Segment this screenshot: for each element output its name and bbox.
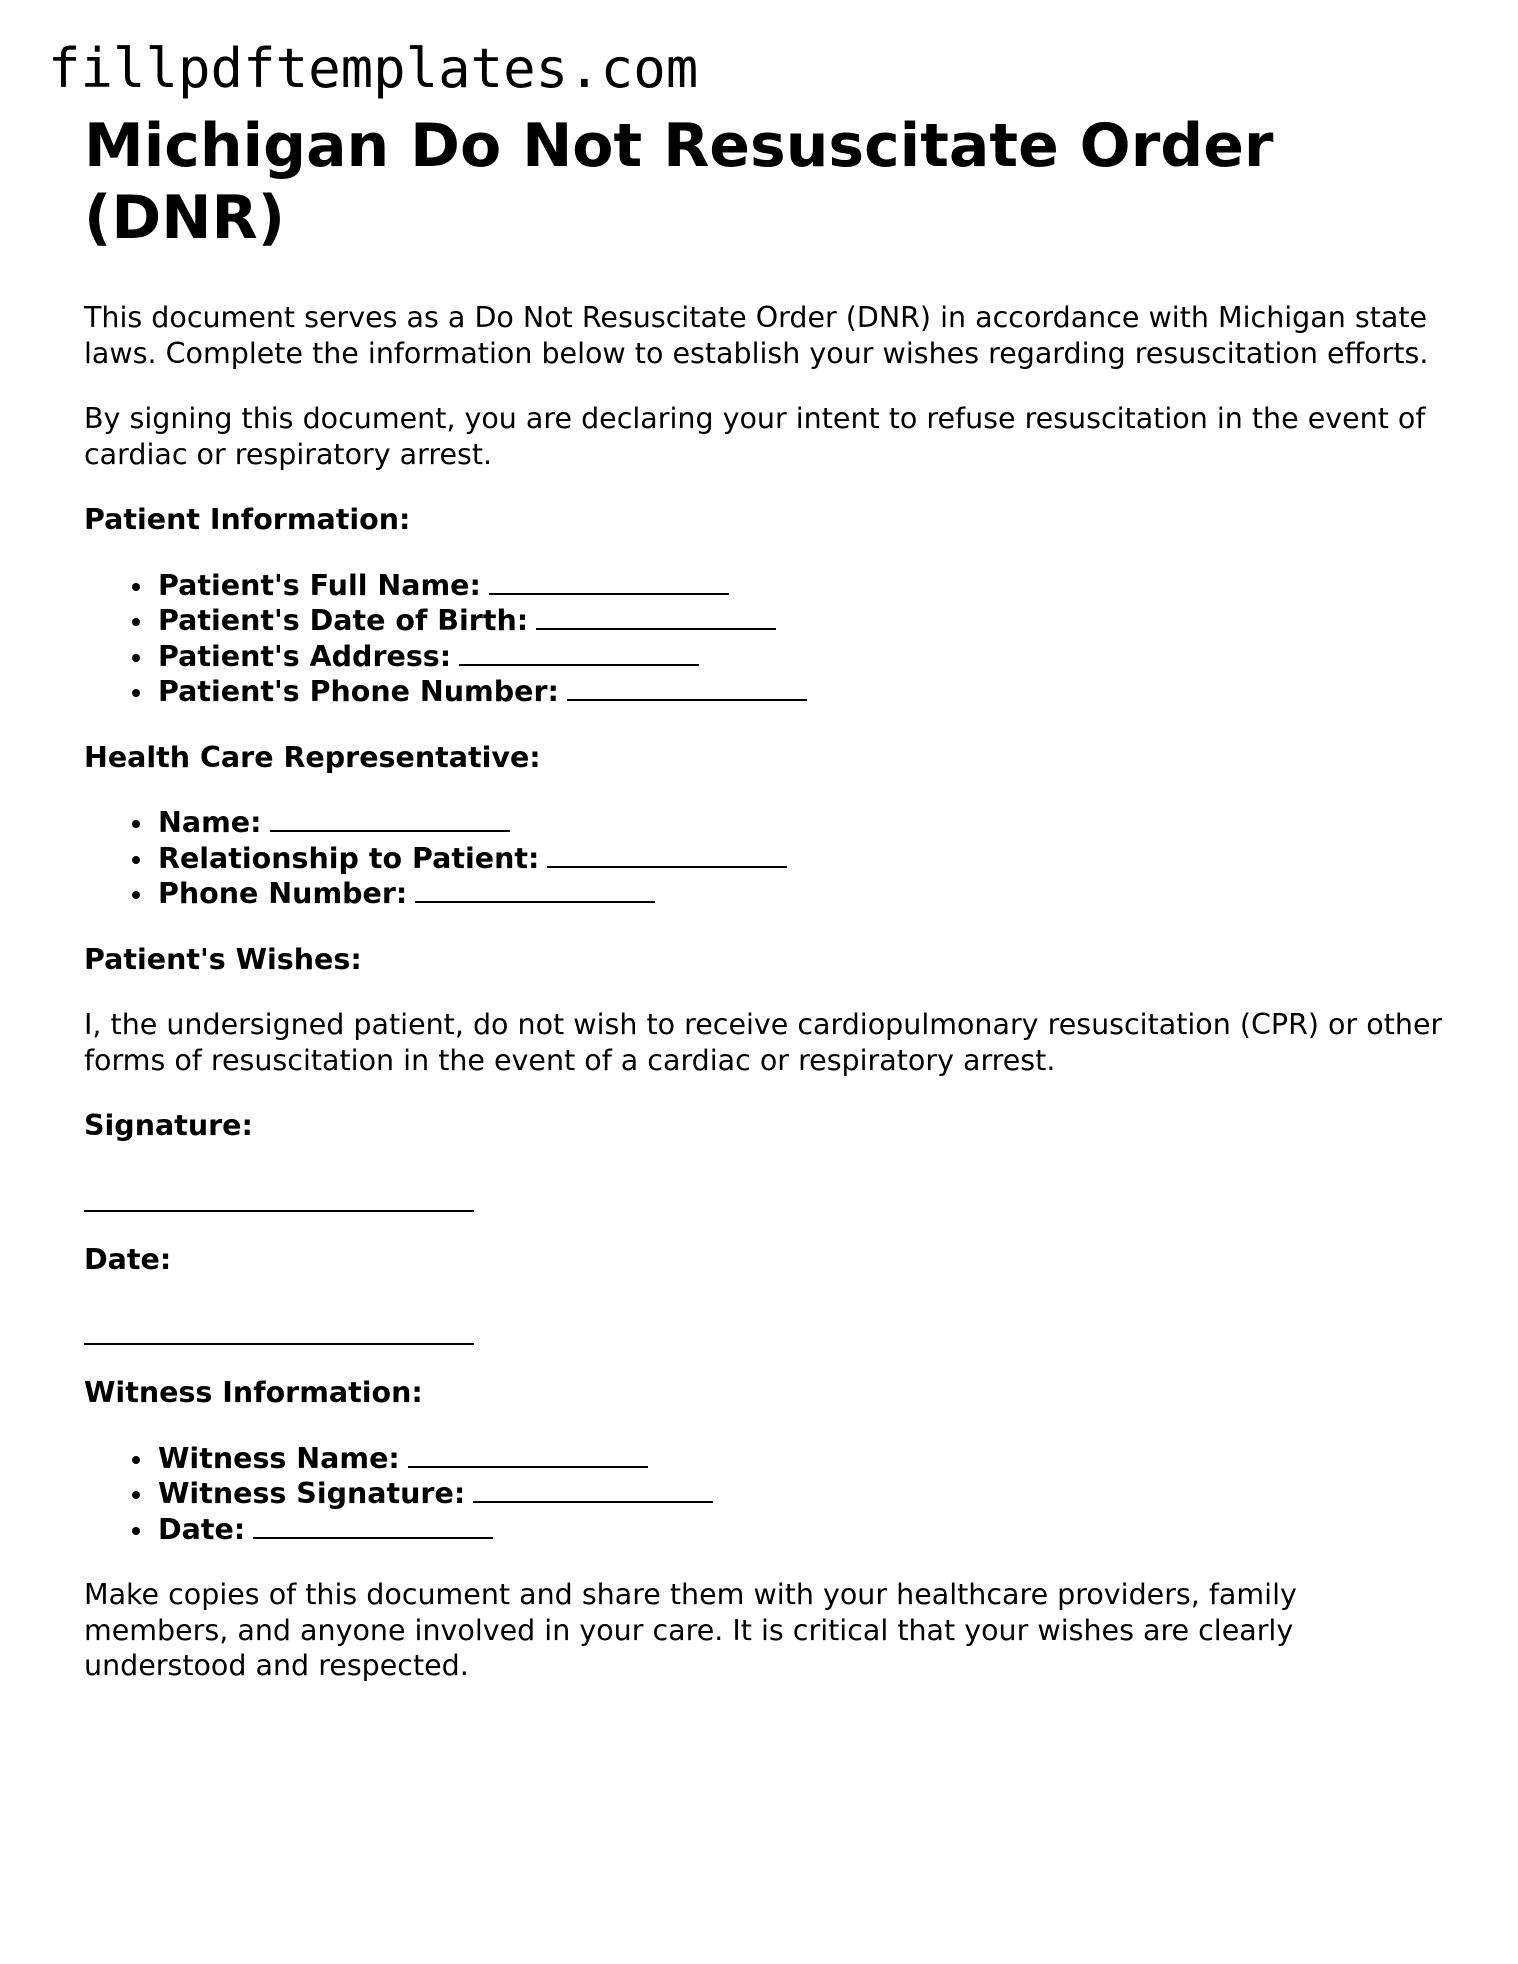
list-item	[158, 841, 1444, 877]
closing-paragraph: Make copies of this document and share them with your healthcare providers, family members, and anyone involved in your care. It is critical that your wishes are clearly understood and respected.	[84, 1578, 1297, 1682]
representative-list	[84, 805, 1444, 912]
field-label: Name:	[158, 806, 262, 839]
field-label: Relationship to Patient:	[158, 841, 540, 875]
page-title: Michigan Do Not Resuscitate Order (DNR)	[84, 111, 1274, 253]
representative-relationship-field[interactable]	[547, 841, 787, 868]
representative-name-field[interactable]	[270, 805, 510, 832]
section-heading-patient-info: Patient Information:	[84, 503, 411, 536]
date-field[interactable]	[84, 1343, 474, 1345]
witness-list	[84, 1441, 1444, 1548]
list-item	[158, 1441, 1444, 1477]
list-item	[158, 568, 1444, 604]
list-item	[158, 1512, 1444, 1548]
list-item	[158, 639, 1444, 675]
field-label: Patient's Address:	[158, 639, 452, 673]
list-item	[158, 876, 1444, 912]
witness-date-field[interactable]	[253, 1512, 493, 1539]
patient-dob-field[interactable]	[536, 603, 776, 630]
list-item	[158, 603, 1444, 639]
witness-name-field[interactable]	[408, 1441, 648, 1468]
section-heading-date: Date:	[84, 1242, 172, 1276]
patient-info-list	[84, 568, 1444, 710]
section-heading-wishes: Patient's Wishes:	[84, 942, 362, 976]
field-label: Date:	[158, 1512, 246, 1546]
list-item	[158, 674, 1444, 710]
intro-paragraph: By signing this document, you are declaring your intent to refuse resuscitation in the event of cardiac or respiratory arrest.	[84, 402, 1426, 471]
patient-phone-field[interactable]	[567, 674, 807, 701]
patient-full-name-field[interactable]	[489, 568, 729, 595]
list-item	[158, 1476, 1444, 1512]
field-label: Witness Name:	[158, 1441, 400, 1475]
field-label: Witness Signature:	[158, 1477, 466, 1510]
signature-field[interactable]	[84, 1210, 474, 1212]
witness-signature-field[interactable]	[473, 1476, 713, 1503]
section-heading-signature: Signature:	[84, 1109, 253, 1142]
section-heading-representative: Health Care Representative:	[84, 740, 541, 774]
intro-paragraph: This document serves as a Do Not Resuscitate Order (DNR) in accordance with Michigan state laws. Complete the information below to establish your wishes regarding resuscitation efforts.	[84, 301, 1429, 370]
section-heading-witness: Witness Information:	[84, 1376, 423, 1409]
patient-address-field[interactable]	[459, 639, 699, 666]
watermark-text: fillpdftemplates.com	[48, 37, 699, 100]
field-label: Phone Number:	[158, 877, 408, 910]
field-label: Patient's Date of Birth:	[158, 604, 529, 637]
document-body	[84, 110, 1444, 1684]
list-item	[158, 805, 1444, 841]
representative-phone-field[interactable]	[415, 876, 655, 903]
wishes-statement: I, the undersigned patient, do not wish to receive cardiopulmonary resuscitation (CPR) or other forms of resuscitation in the event of a cardiac or respiratory arrest.	[84, 1008, 1443, 1077]
field-label: Patient's Phone Number:	[158, 675, 559, 708]
field-label: Patient's Full Name:	[158, 568, 481, 602]
